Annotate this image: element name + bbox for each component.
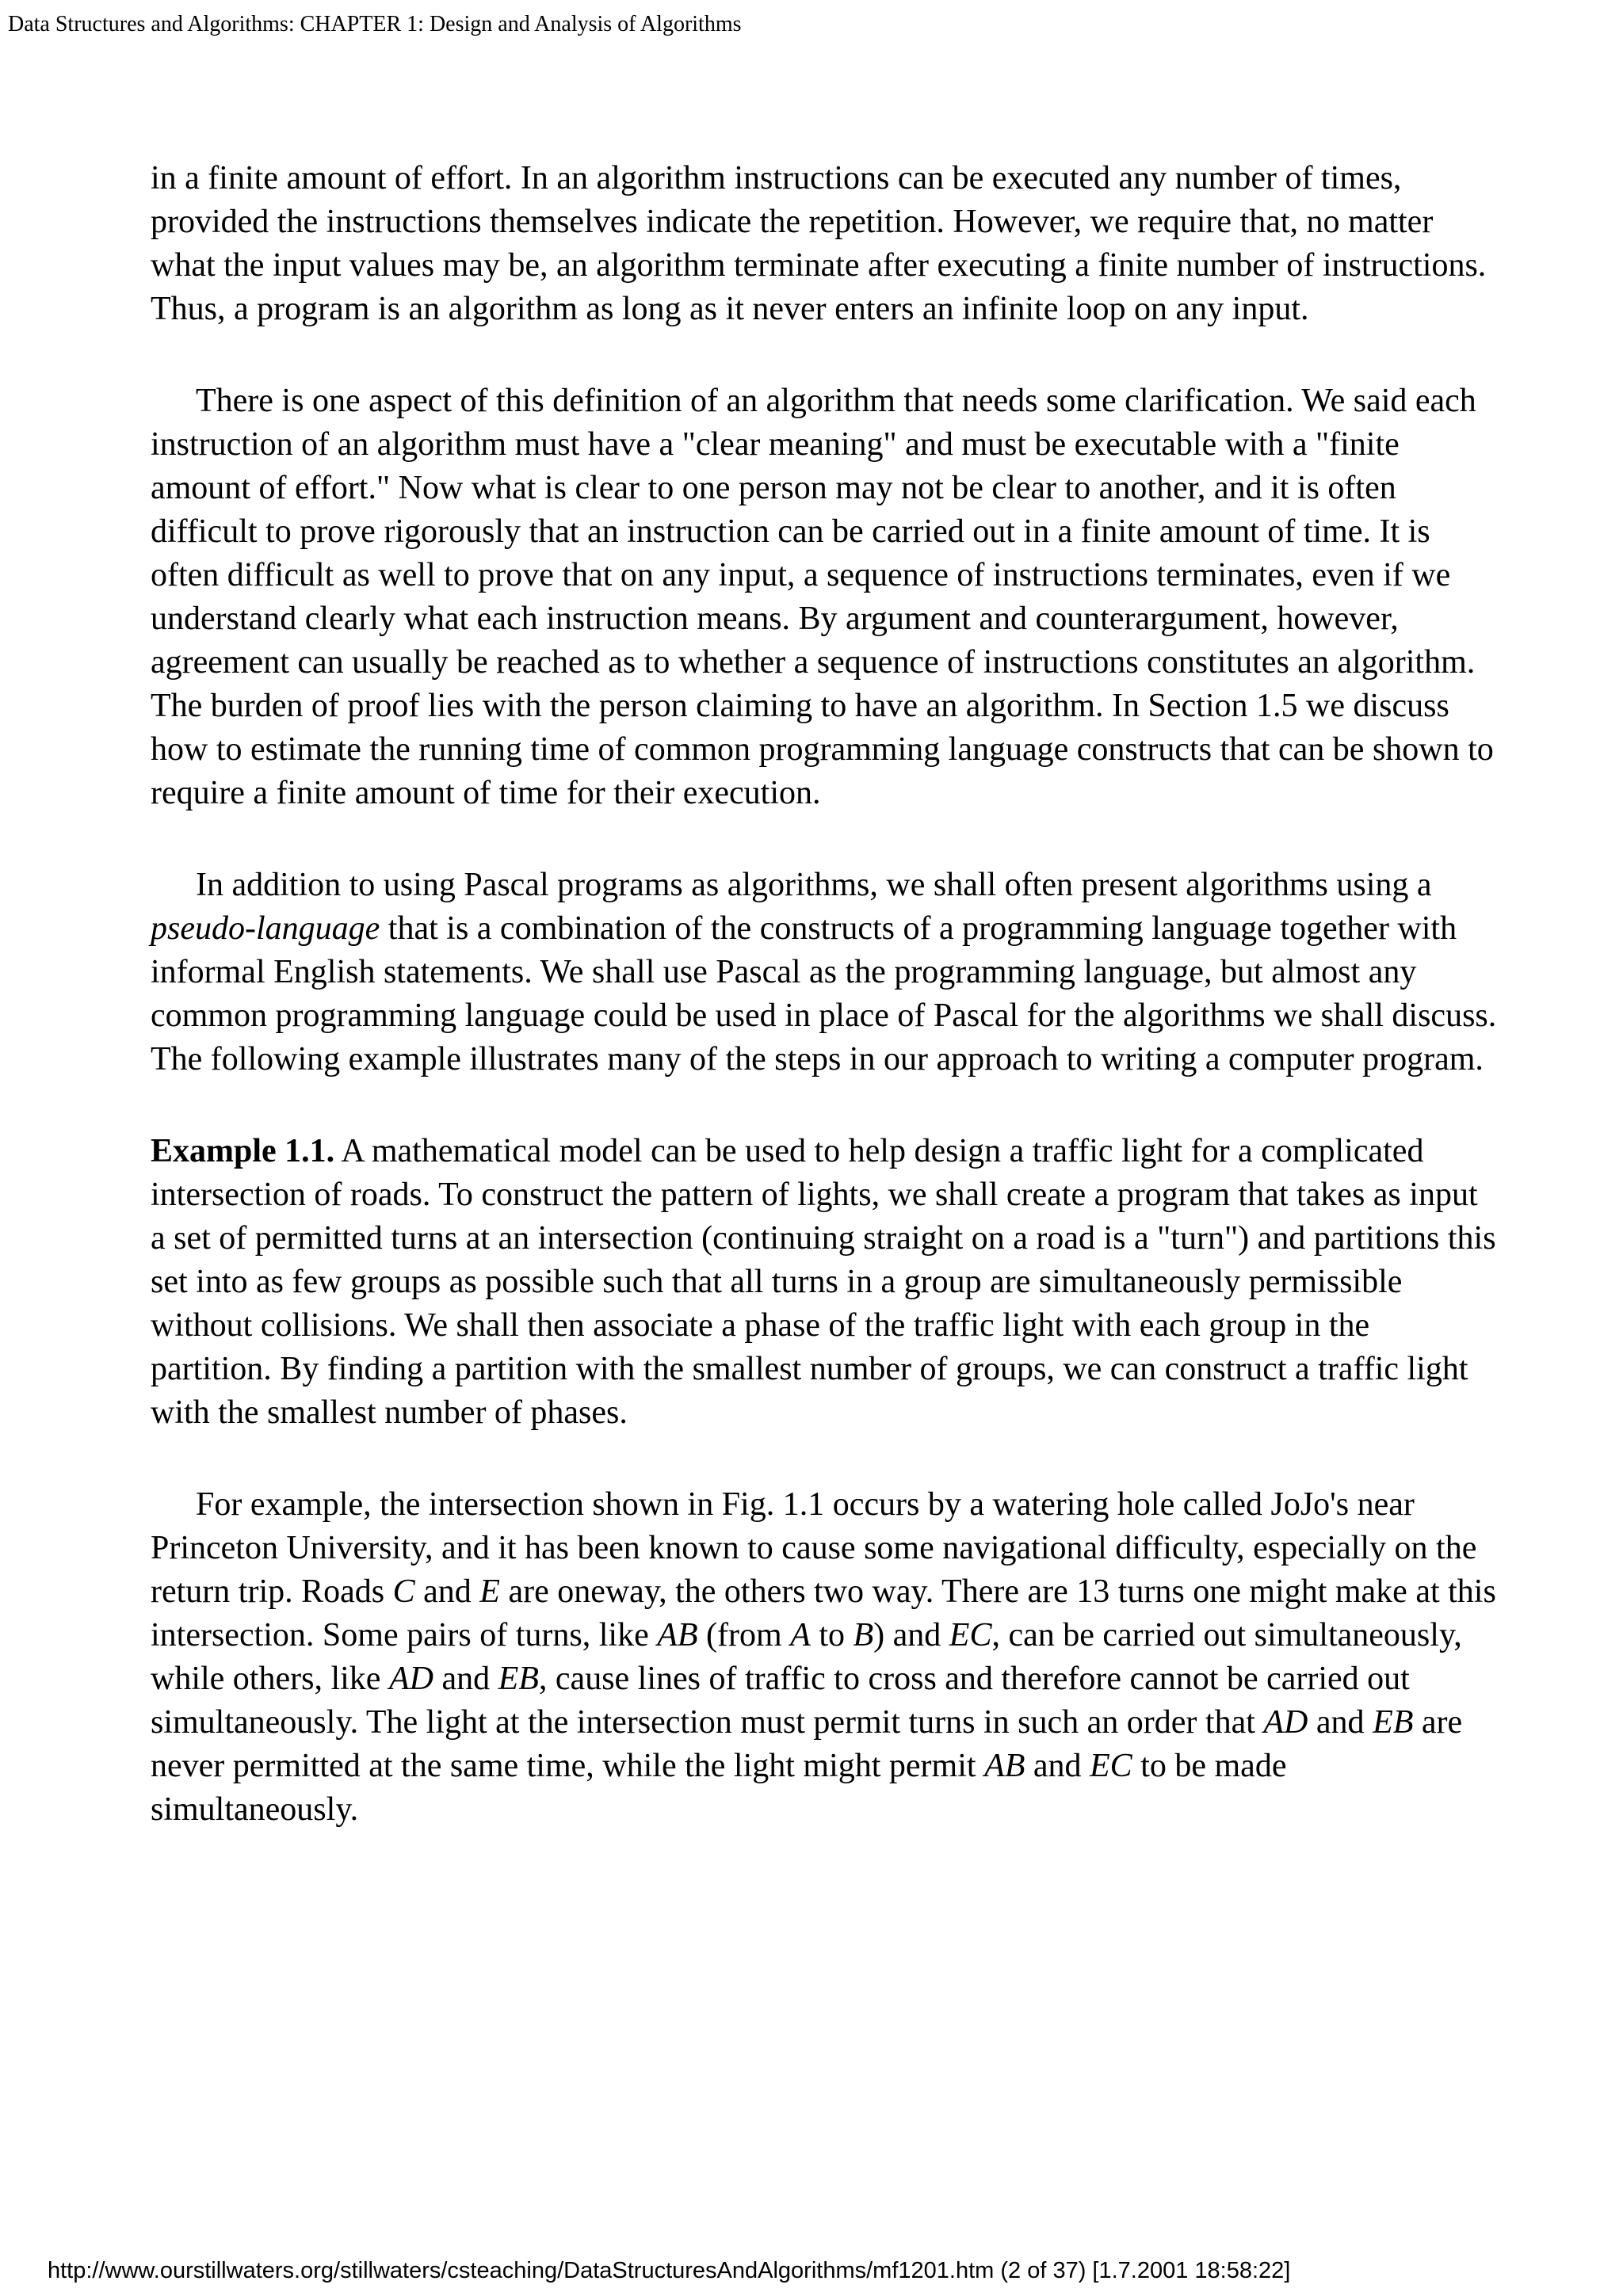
paragraph-pseudo-language <box>151 864 1498 1081</box>
turn-label: AB <box>984 1748 1025 1784</box>
paragraph-algorithm-definition: in a finite amount of effort. In an algorithm instructions can be executed any number of times, provided the instructions themselves indicate the repetition. However, we require that, no matter what the input values may be, an algorithm terminate after executing a finite number of instructions. Thus, a program is an algorithm as long as it never enters an infinite loop on any input. <box>151 160 1487 327</box>
text-run: and <box>433 1661 498 1697</box>
text-run: In addition to using Pascal programs as algorithms, we shall often present algorithms using a <box>196 867 1432 903</box>
paragraph-clarification: There is one aspect of this definition of an algorithm that needs some clarification. We said each instruction of an algorithm must have a "clear meaning" and must be executable with a "finite amount of effort." Now what is clear to one person may not be clear to another, and it is often difficult to prove rigorously that an instruction can be carried out in a finite amount of time. It is often difficult as well to prove that on any input, a sequence of instructions terminates, even if we understand clearly what each instruction means. By argument and counterargument, however, agreement can usually be reached as to whether a sequence of instructions constitutes an algorithm. The burden of proof lies with the person claiming to have an algorithm. In Section 1.5 we discuss how to estimate the running time of common programming language constructs that can be shown to require a finite amount of time for their execution. <box>151 383 1494 811</box>
text-run: are never permitted at the same time, while the light might permit <box>151 1704 1463 1784</box>
turn-label: AD <box>1263 1704 1308 1741</box>
example-label: Example 1.1. <box>151 1133 335 1169</box>
text-run: that is a combination of the constructs of a programming language together with informal English statements. We shall use Pascal as the programming language, but almost any common programming language could be used in place of Pascal for the algorithms we shall discuss. The following example illustrates many of the steps in our approach to writing a computer program. <box>151 910 1497 1077</box>
turn-label: EB <box>1373 1704 1414 1741</box>
road-label: A <box>790 1617 811 1653</box>
text-run: are oneway, the others two way. There are 13 turns one might make at this intersection. Some pairs of turns, like <box>151 1573 1496 1653</box>
turn-label: EC <box>949 1617 992 1653</box>
emphasis-pseudo-language: pseudo-language <box>151 910 380 947</box>
text-run: A mathematical model can be used to help design a traffic light for a complicated intersection of roads. To construct the pattern of lights, we shall create a program that takes as input a set of permitted turns at an intersection (continuing straight on a road is a "turn") and partitions this set into as few groups as possible such that all turns in a group are simultaneously permissible without collisions. We shall then associate a phase of the traffic light with each group in the partition. By finding a partition with the smallest number of groups, we can construct a traffic light with the smallest number of phases. <box>151 1133 1496 1431</box>
road-label: B <box>853 1617 874 1653</box>
text-run: , cause lines of traffic to cross and therefore cannot be carried out simultaneously. The light at the intersection must permit turns in such an order that <box>151 1661 1410 1741</box>
text-run: and <box>1025 1748 1090 1784</box>
road-label: C <box>392 1573 415 1610</box>
running-header: Data Structures and Algorithms: CHAPTER 1: Design and Analysis of Algorithms <box>8 12 742 36</box>
paragraph-example-1-1 <box>151 1130 1498 1435</box>
text-run: ) and <box>873 1617 949 1653</box>
paragraph-intersection-example <box>151 1483 1498 1832</box>
text-run: and <box>414 1573 480 1610</box>
text-run: , can be carried out simultaneously, while others, like <box>151 1617 1462 1697</box>
text-run: For example, the intersection shown in Fig. 1.1 occurs by a watering hole called JoJo's near Princeton University, and it has been known to cause some navigational difficulty, especially on the return trip. Roads <box>151 1486 1477 1610</box>
source-url-footer: http://www.ourstillwaters.org/stillwaters/csteaching/DataStructuresAndAlgorithms/mf1201.htm (2 of 37) [1.7.2001 18:58:22] <box>48 2258 1291 2283</box>
turn-label: AD <box>388 1661 433 1697</box>
text-run: to <box>810 1617 854 1653</box>
road-label: E <box>479 1573 500 1610</box>
turn-label: EC <box>1090 1748 1132 1784</box>
turn-label: AB <box>657 1617 698 1653</box>
main-content <box>151 157 1498 1880</box>
text-run: (from <box>697 1617 791 1653</box>
turn-label: EB <box>498 1661 539 1697</box>
text-run: to be made simultaneously. <box>151 1748 1287 1828</box>
text-run: and <box>1308 1704 1373 1741</box>
